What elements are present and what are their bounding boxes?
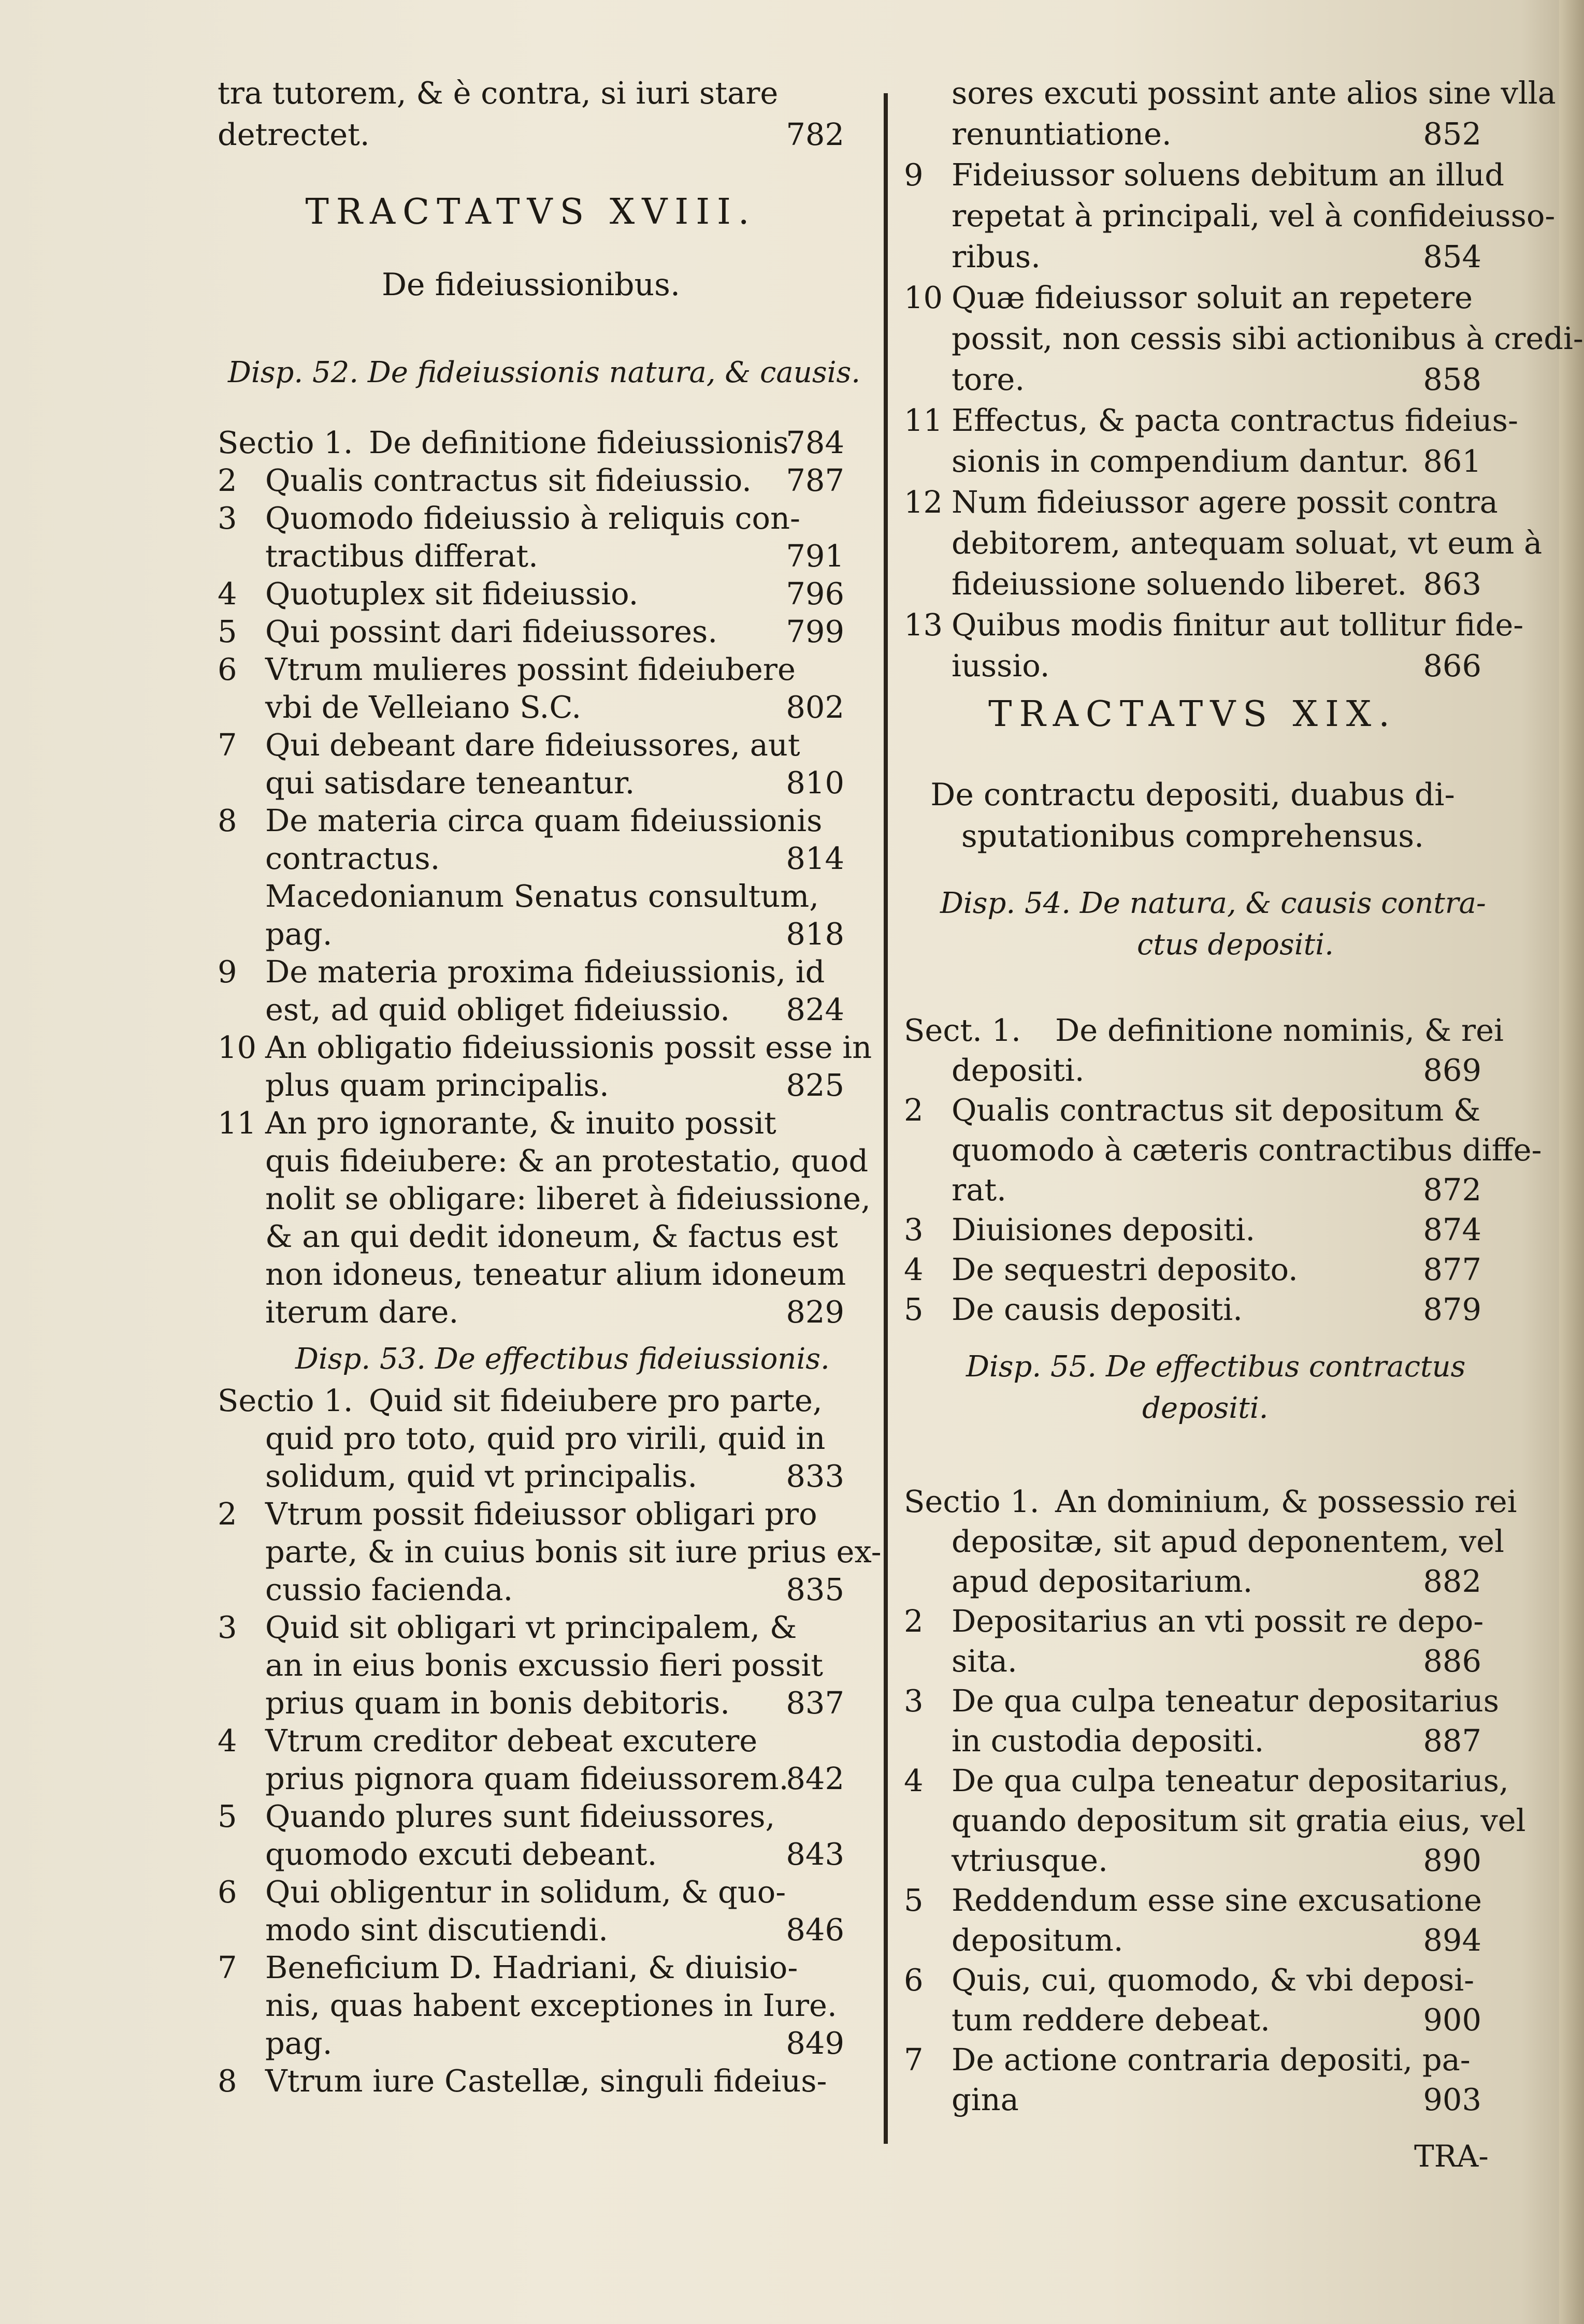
entry-text: vbi de Velleiano S.C. <box>265 689 582 725</box>
entry-page-number: 903 <box>1423 2082 1481 2117</box>
toc-entry-line <box>265 1456 844 1497</box>
toc-entry-line <box>218 1380 844 1421</box>
entry-page-number: 858 <box>1423 361 1481 397</box>
entry-page-number: 829 <box>786 1294 844 1330</box>
entry-page-number: 791 <box>786 538 844 574</box>
entry-text: quomodo excuti debeant. <box>265 1836 657 1872</box>
toc-entry-line <box>952 1999 1481 2041</box>
entry-text: Qui obligentur in solidum, & quo- <box>265 1874 786 1910</box>
entry-text: gina <box>952 2082 1019 2117</box>
toc-entry-line <box>904 1680 1500 1722</box>
entry-text: Qualis contractus sit depositum & <box>952 1092 1481 1128</box>
entry-text: Quid sit fideiubere pro parte, <box>369 1383 823 1418</box>
toc-entry-line <box>952 318 1583 359</box>
toc-entry-line <box>904 482 1498 523</box>
tractatus-xix-title: TRACTATVS XIX. <box>988 694 1397 735</box>
entry-page-number: 824 <box>786 992 844 1027</box>
toc-entry-line <box>218 573 844 615</box>
entry-text: quando depositum sit gratia eius, vel <box>952 1803 1526 1838</box>
entry-page-number: 784 <box>786 425 844 460</box>
toc-entry-line <box>265 1569 844 1610</box>
entry-number: 4 <box>218 1723 237 1759</box>
entry-page-number: 886 <box>1423 1643 1481 1679</box>
toc-entry-line <box>952 1720 1481 1762</box>
entry-page-number: 842 <box>786 1761 844 1796</box>
entry-page-number: 863 <box>1423 566 1481 602</box>
entry-page-number: 796 <box>786 576 844 612</box>
entry-number: 4 <box>904 1763 924 1798</box>
toc-entry-line <box>904 604 1524 646</box>
toc-entry-line <box>265 1178 871 1219</box>
toc-entry-line <box>218 460 844 501</box>
entry-page-number: 854 <box>1423 239 1481 274</box>
entry-number: 11 <box>218 1105 257 1141</box>
entry-text: Quæ fideiussor soluit an repetere <box>952 280 1473 315</box>
tractatus-xix-subtitle-line1: De contractu depositi, duabus di- <box>930 777 1455 813</box>
toc-entry-line <box>904 1601 1484 1642</box>
entry-text: sores excuti possint ante alios sine vlla <box>952 75 1556 111</box>
entry-page-number: 782 <box>786 117 844 152</box>
toc-entry-line <box>265 913 844 955</box>
toc-entry-line <box>952 441 1481 482</box>
entry-text: modo sint discutiendi. <box>265 1912 608 1948</box>
entry-page-number: 877 <box>1423 1252 1481 1287</box>
entry-page-number: 852 <box>1423 116 1481 152</box>
disp-55-title-line2: depositi. <box>1142 1391 1269 1425</box>
entry-text: Beneficium D. Hadriani, & diuisio- <box>265 1950 798 1985</box>
entry-page-number: 874 <box>1423 1212 1481 1247</box>
toc-entry-line <box>904 1959 1481 2001</box>
entry-number: 2 <box>218 1496 237 1532</box>
toc-entry-line <box>218 649 844 690</box>
toc-entry-line <box>904 277 1481 318</box>
entry-text: Vtrum iure Castellæ, singuli fideius- <box>265 2063 827 2099</box>
entry-text: quid pro toto, quid pro virili, quid in <box>265 1420 826 1456</box>
toc-entry-line <box>904 400 1518 441</box>
entry-text: Fideiussor soluens debitum an illud <box>952 157 1505 193</box>
toc-entry-line <box>218 498 844 539</box>
entry-number: Sect. 1. <box>904 1012 1021 1048</box>
entry-text: sita. <box>952 1643 1017 1679</box>
entry-text: pag. <box>265 916 333 952</box>
entry-page-number: 846 <box>786 1912 844 1948</box>
entry-page-number: 890 <box>1423 1842 1481 1878</box>
entry-text: & an qui dedit idoneum, & factus est <box>265 1218 838 1254</box>
entry-number: 3 <box>218 1609 237 1645</box>
entry-page-number: 900 <box>1423 2002 1481 2038</box>
entry-text: De definitione nominis, & rei <box>1055 1012 1504 1048</box>
entry-text: possit, non cessis sibi actionibus à credi- <box>952 321 1583 356</box>
entry-page-number: 802 <box>786 689 844 725</box>
entry-number: 8 <box>218 2063 237 2099</box>
entry-text: iussio. <box>952 648 1050 684</box>
entry-number: 2 <box>904 1092 924 1128</box>
toc-entry-line <box>265 1065 844 1106</box>
toc-entry-line <box>952 645 1481 687</box>
entry-text: Vtrum possit fideiussor obligari pro <box>265 1496 817 1532</box>
toc-entry-line <box>265 1254 844 1295</box>
entry-text: Reddendum esse sine excusatione <box>952 1882 1482 1918</box>
toc-entry-line <box>218 114 844 155</box>
entry-text: plus quam principalis. <box>265 1067 609 1103</box>
entry-text: fideiussione soluendo liberet. <box>952 566 1407 602</box>
entry-page-number: 866 <box>1423 648 1481 684</box>
entry-page-number: 825 <box>786 1067 844 1103</box>
tractatus-xix-subtitle-line2: sputationibus comprehensus. <box>961 818 1424 854</box>
column-divider <box>884 93 888 2144</box>
entry-number: 5 <box>904 1291 924 1327</box>
entry-text: depositæ, sit apud deponentem, vel <box>952 1523 1504 1559</box>
toc-entry-line <box>265 876 844 917</box>
toc-entry-line <box>265 1682 844 1724</box>
entry-text: De qua culpa teneatur depositarius <box>952 1683 1500 1719</box>
entry-number: Sectio 1. <box>904 1484 1040 1519</box>
toc-entry-line <box>952 563 1481 605</box>
entry-text: Qualis contractus sit fideiussio. <box>265 462 752 498</box>
entry-text: tractibus differat. <box>265 538 538 574</box>
toc-entry-line <box>265 762 844 804</box>
entry-text: solidum, quid vt principalis. <box>265 1458 698 1494</box>
entry-page-number: 833 <box>786 1458 844 1494</box>
entry-text: Quotuplex sit fideiussio. <box>265 576 639 612</box>
entry-text: renuntiatione. <box>952 116 1172 152</box>
toc-entry-line <box>218 422 844 463</box>
entry-text: An pro ignorante, & inuito possit <box>265 1105 776 1141</box>
entry-number: 4 <box>904 1252 924 1287</box>
disp-53-title: Disp. 53. De effectibus fideiussionis. <box>295 1342 830 1376</box>
entry-text: Vtrum mulieres possint fideiubere <box>265 651 796 687</box>
right-column <box>904 0 1583 2324</box>
toc-entry-line <box>265 1985 844 2026</box>
toc-entry-line <box>265 1418 844 1459</box>
toc-entry-line <box>265 1216 844 1257</box>
toc-entry-line <box>952 72 1556 114</box>
entry-text: Num fideiussor agere possit contra <box>952 484 1498 520</box>
entry-page-number: 872 <box>1423 1172 1481 1208</box>
entry-number: Sectio 1. <box>218 1383 353 1418</box>
disp-54-title-line1: Disp. 54. De natura, & causis contra- <box>940 887 1486 920</box>
entry-page-number: 879 <box>1423 1291 1481 1327</box>
disp-54-title-line2: ctus depositi. <box>1137 928 1334 962</box>
toc-entry-line <box>952 1561 1481 1602</box>
disp-55-title-line1: Disp. 55. De effectibus contractus <box>966 1350 1466 1384</box>
entry-page-number: 837 <box>786 1685 844 1721</box>
toc-entry-line <box>952 113 1481 155</box>
entry-number: 12 <box>904 484 943 520</box>
entry-number: 5 <box>218 614 237 649</box>
entry-text: non idoneus, teneatur alium idoneum <box>265 1256 846 1292</box>
toc-entry-line <box>218 1796 844 1837</box>
entry-number: 10 <box>218 1029 257 1065</box>
entry-text: De materia proxima fideiussionis, id <box>265 954 825 990</box>
toc-entry-line <box>904 1481 1517 1522</box>
toc-entry-line <box>952 1521 1504 1562</box>
entry-number: 5 <box>904 1882 924 1918</box>
entry-page-number: 818 <box>786 916 844 952</box>
toc-entry-line <box>952 1920 1481 1961</box>
entry-number: 9 <box>218 954 237 990</box>
entry-text: Vtrum creditor debeat excutere <box>265 1723 758 1759</box>
entry-page-number: 869 <box>1423 1052 1481 1088</box>
entry-page-number: 882 <box>1423 1563 1481 1599</box>
entry-number: 7 <box>218 1950 237 1985</box>
entry-text: ribus. <box>952 239 1041 274</box>
toc-entry-line <box>904 1010 1504 1051</box>
entry-text: vtriusque. <box>952 1842 1108 1878</box>
toc-entry-line <box>265 2023 844 2064</box>
entry-text: an in eius bonis excussio fieri possit <box>265 1647 824 1683</box>
entry-number: 6 <box>904 1962 924 1998</box>
entry-page-number: 843 <box>786 1836 844 1872</box>
entry-page-number: 814 <box>786 840 844 876</box>
entry-page-number: 810 <box>786 765 844 801</box>
toc-entry-line <box>218 1947 844 1988</box>
entry-text: Depositarius an vti possit re depo- <box>952 1603 1484 1639</box>
toc-entry-line <box>952 1129 1542 1171</box>
entry-text: Macedonianum Senatus consultum, <box>265 878 819 914</box>
toc-entry-line <box>952 236 1481 278</box>
toc-entry-line <box>952 1169 1481 1211</box>
entry-text: prius pignora quam fideiussorem. <box>265 1761 789 1796</box>
entry-page-number: 887 <box>1423 1723 1481 1759</box>
entry-text: Quis, cui, quomodo, & vbi deposi- <box>952 1962 1475 1998</box>
toc-entry-line <box>952 1640 1481 1682</box>
toc-entry-line <box>218 724 844 766</box>
entry-text: De qua culpa teneatur depositarius, <box>952 1763 1509 1798</box>
entry-text: An obligatio fideiussionis possit esse in <box>265 1029 872 1065</box>
toc-entry-line <box>952 195 1556 237</box>
toc-entry-line <box>265 989 844 1030</box>
entry-text: rat. <box>952 1172 1006 1208</box>
entry-text: Quando plures sunt fideiussores, <box>265 1798 775 1834</box>
left-column <box>218 0 882 2324</box>
toc-entry-line <box>218 951 844 993</box>
toc-entry-line <box>952 2079 1481 2120</box>
entry-text: parte, & in cuius bonis sit iure prius ex- <box>265 1534 882 1570</box>
toc-entry-line <box>218 72 844 114</box>
toc-entry-line <box>218 800 844 841</box>
entry-number: 11 <box>904 402 943 438</box>
entry-text: Quibus modis finitur aut tollitur fide- <box>952 607 1524 643</box>
toc-entry-line <box>904 154 1505 196</box>
toc-entry-line <box>952 359 1481 400</box>
entry-page-number: 894 <box>1423 1922 1481 1958</box>
entry-number: 2 <box>218 462 237 498</box>
disp-52-title: Disp. 52. De fideiussionis natura, & causis. <box>228 356 861 389</box>
entry-text: tum reddere debeat. <box>952 2002 1270 2038</box>
toc-entry-line <box>265 1645 844 1686</box>
entry-page-number: 835 <box>786 1572 844 1607</box>
entry-number: 10 <box>904 280 943 315</box>
entry-text: De causis depositi. <box>952 1291 1243 1327</box>
entry-text: Qui debeant dare fideiussores, aut <box>265 727 800 763</box>
entry-number: Sectio 1. <box>218 425 353 460</box>
entry-text: iterum dare. <box>265 1294 459 1330</box>
entry-number: 13 <box>904 607 943 643</box>
entry-number: 7 <box>904 2042 924 2078</box>
entry-text: quomodo à cæteris contractibus diffe- <box>952 1132 1542 1168</box>
toc-entry-line <box>904 1760 1509 1802</box>
toc-entry-line <box>265 1291 844 1333</box>
entry-number: 5 <box>218 1798 237 1834</box>
toc-entry-line <box>904 1249 1481 1290</box>
entry-text: tra tutorem, & è contra, si iuri stare <box>218 75 779 111</box>
entry-number: 2 <box>904 1603 924 1639</box>
toc-entry-line <box>904 1209 1481 1251</box>
entry-text: qui satisdare teneantur. <box>265 765 635 801</box>
toc-entry-line <box>265 687 844 728</box>
entry-number: 3 <box>904 1683 924 1719</box>
entry-text: apud depositarium. <box>952 1563 1253 1599</box>
entry-number: 6 <box>218 651 237 687</box>
entry-text: Diuisiones depositi. <box>952 1212 1256 1247</box>
toc-entry-line <box>265 535 844 577</box>
toc-entry-line <box>904 1090 1481 1131</box>
entry-number: 6 <box>218 1874 237 1910</box>
entry-text: nis, quas habent exceptiones in Iure. <box>265 1987 837 2023</box>
entry-text: De definitione fideiussionis. <box>369 425 799 460</box>
entry-text: quis fideiubere: & an protestatio, quod <box>265 1143 869 1179</box>
entry-number: 3 <box>904 1212 924 1247</box>
entry-text: sionis in compendium dantur. <box>952 443 1409 479</box>
toc-entry-line <box>218 1102 844 1144</box>
toc-entry-line <box>265 838 844 879</box>
tractatus-xviii-subtitle: De fideiussionibus. <box>381 267 681 303</box>
entry-text: De actione contraria depositi, pa- <box>952 2042 1471 2078</box>
entry-text: tore. <box>952 361 1025 397</box>
toc-entry-line <box>904 1289 1481 1330</box>
entry-text: est, ad quid obliget fideiussio. <box>265 992 730 1027</box>
entry-text: Qui possint dari fideiussores. <box>265 614 718 649</box>
toc-entry-line <box>904 2039 1481 2081</box>
toc-entry-line <box>218 1027 872 1068</box>
toc-entry-line <box>218 1493 844 1535</box>
entry-number: 9 <box>904 157 924 193</box>
toc-entry-line <box>952 1800 1526 1841</box>
entry-text: prius quam in bonis debitoris. <box>265 1685 730 1721</box>
entry-number: 4 <box>218 576 237 612</box>
entry-text: repetat à principali, vel à confideiusso- <box>952 198 1556 234</box>
entry-text: depositum. <box>952 1922 1124 1958</box>
toc-entry-line <box>265 1140 869 1182</box>
entry-text: cussio facienda. <box>265 1572 513 1607</box>
entry-page-number: 787 <box>786 462 844 498</box>
entry-page-number: 861 <box>1423 443 1481 479</box>
entry-text: nolit se obligare: liberet à fideiussione, <box>265 1181 871 1216</box>
entry-text: An dominium, & possessio rei <box>1055 1484 1517 1519</box>
toc-entry-line <box>218 2060 844 2102</box>
entry-text: contractus. <box>265 840 440 876</box>
entry-number: 3 <box>218 500 237 536</box>
entry-page-number: 799 <box>786 614 844 649</box>
toc-entry-line <box>218 611 844 652</box>
entry-text: De materia circa quam fideiussionis <box>265 803 823 838</box>
entry-text: Quid sit obligari vt principalem, & <box>265 1609 797 1645</box>
toc-entry-line <box>265 1909 844 1951</box>
entry-number: 8 <box>218 803 237 838</box>
toc-entry-line <box>904 1880 1482 1921</box>
entry-text: debitorem, antequam soluat, vt eum à <box>952 525 1543 561</box>
entry-text: in custodia depositi. <box>952 1723 1264 1759</box>
tractatus-xviii-title: TRACTATVS XVIII. <box>305 192 757 233</box>
entry-text: Effectus, & pacta contractus fideius- <box>952 402 1518 438</box>
toc-entry-line <box>265 1531 882 1573</box>
entry-text: Quomodo fideiussio à reliquis con- <box>265 500 800 536</box>
toc-entry-line <box>218 1607 844 1648</box>
entry-text: depositi. <box>952 1052 1085 1088</box>
entry-page-number: 849 <box>786 2025 844 2061</box>
entry-text: De sequestri deposito. <box>952 1252 1298 1287</box>
catchword: TRA- <box>1414 2139 1489 2174</box>
entry-text: detrectet. <box>218 117 370 152</box>
toc-entry-line <box>265 1834 844 1875</box>
entry-number: 7 <box>218 727 237 763</box>
toc-entry-line <box>952 1050 1481 1091</box>
toc-entry-line <box>218 1871 844 1913</box>
toc-entry-line <box>952 522 1543 564</box>
entry-text: pag. <box>265 2025 333 2061</box>
toc-entry-line <box>218 1720 844 1762</box>
toc-entry-line <box>265 1758 844 1799</box>
toc-entry-line <box>952 1840 1481 1881</box>
